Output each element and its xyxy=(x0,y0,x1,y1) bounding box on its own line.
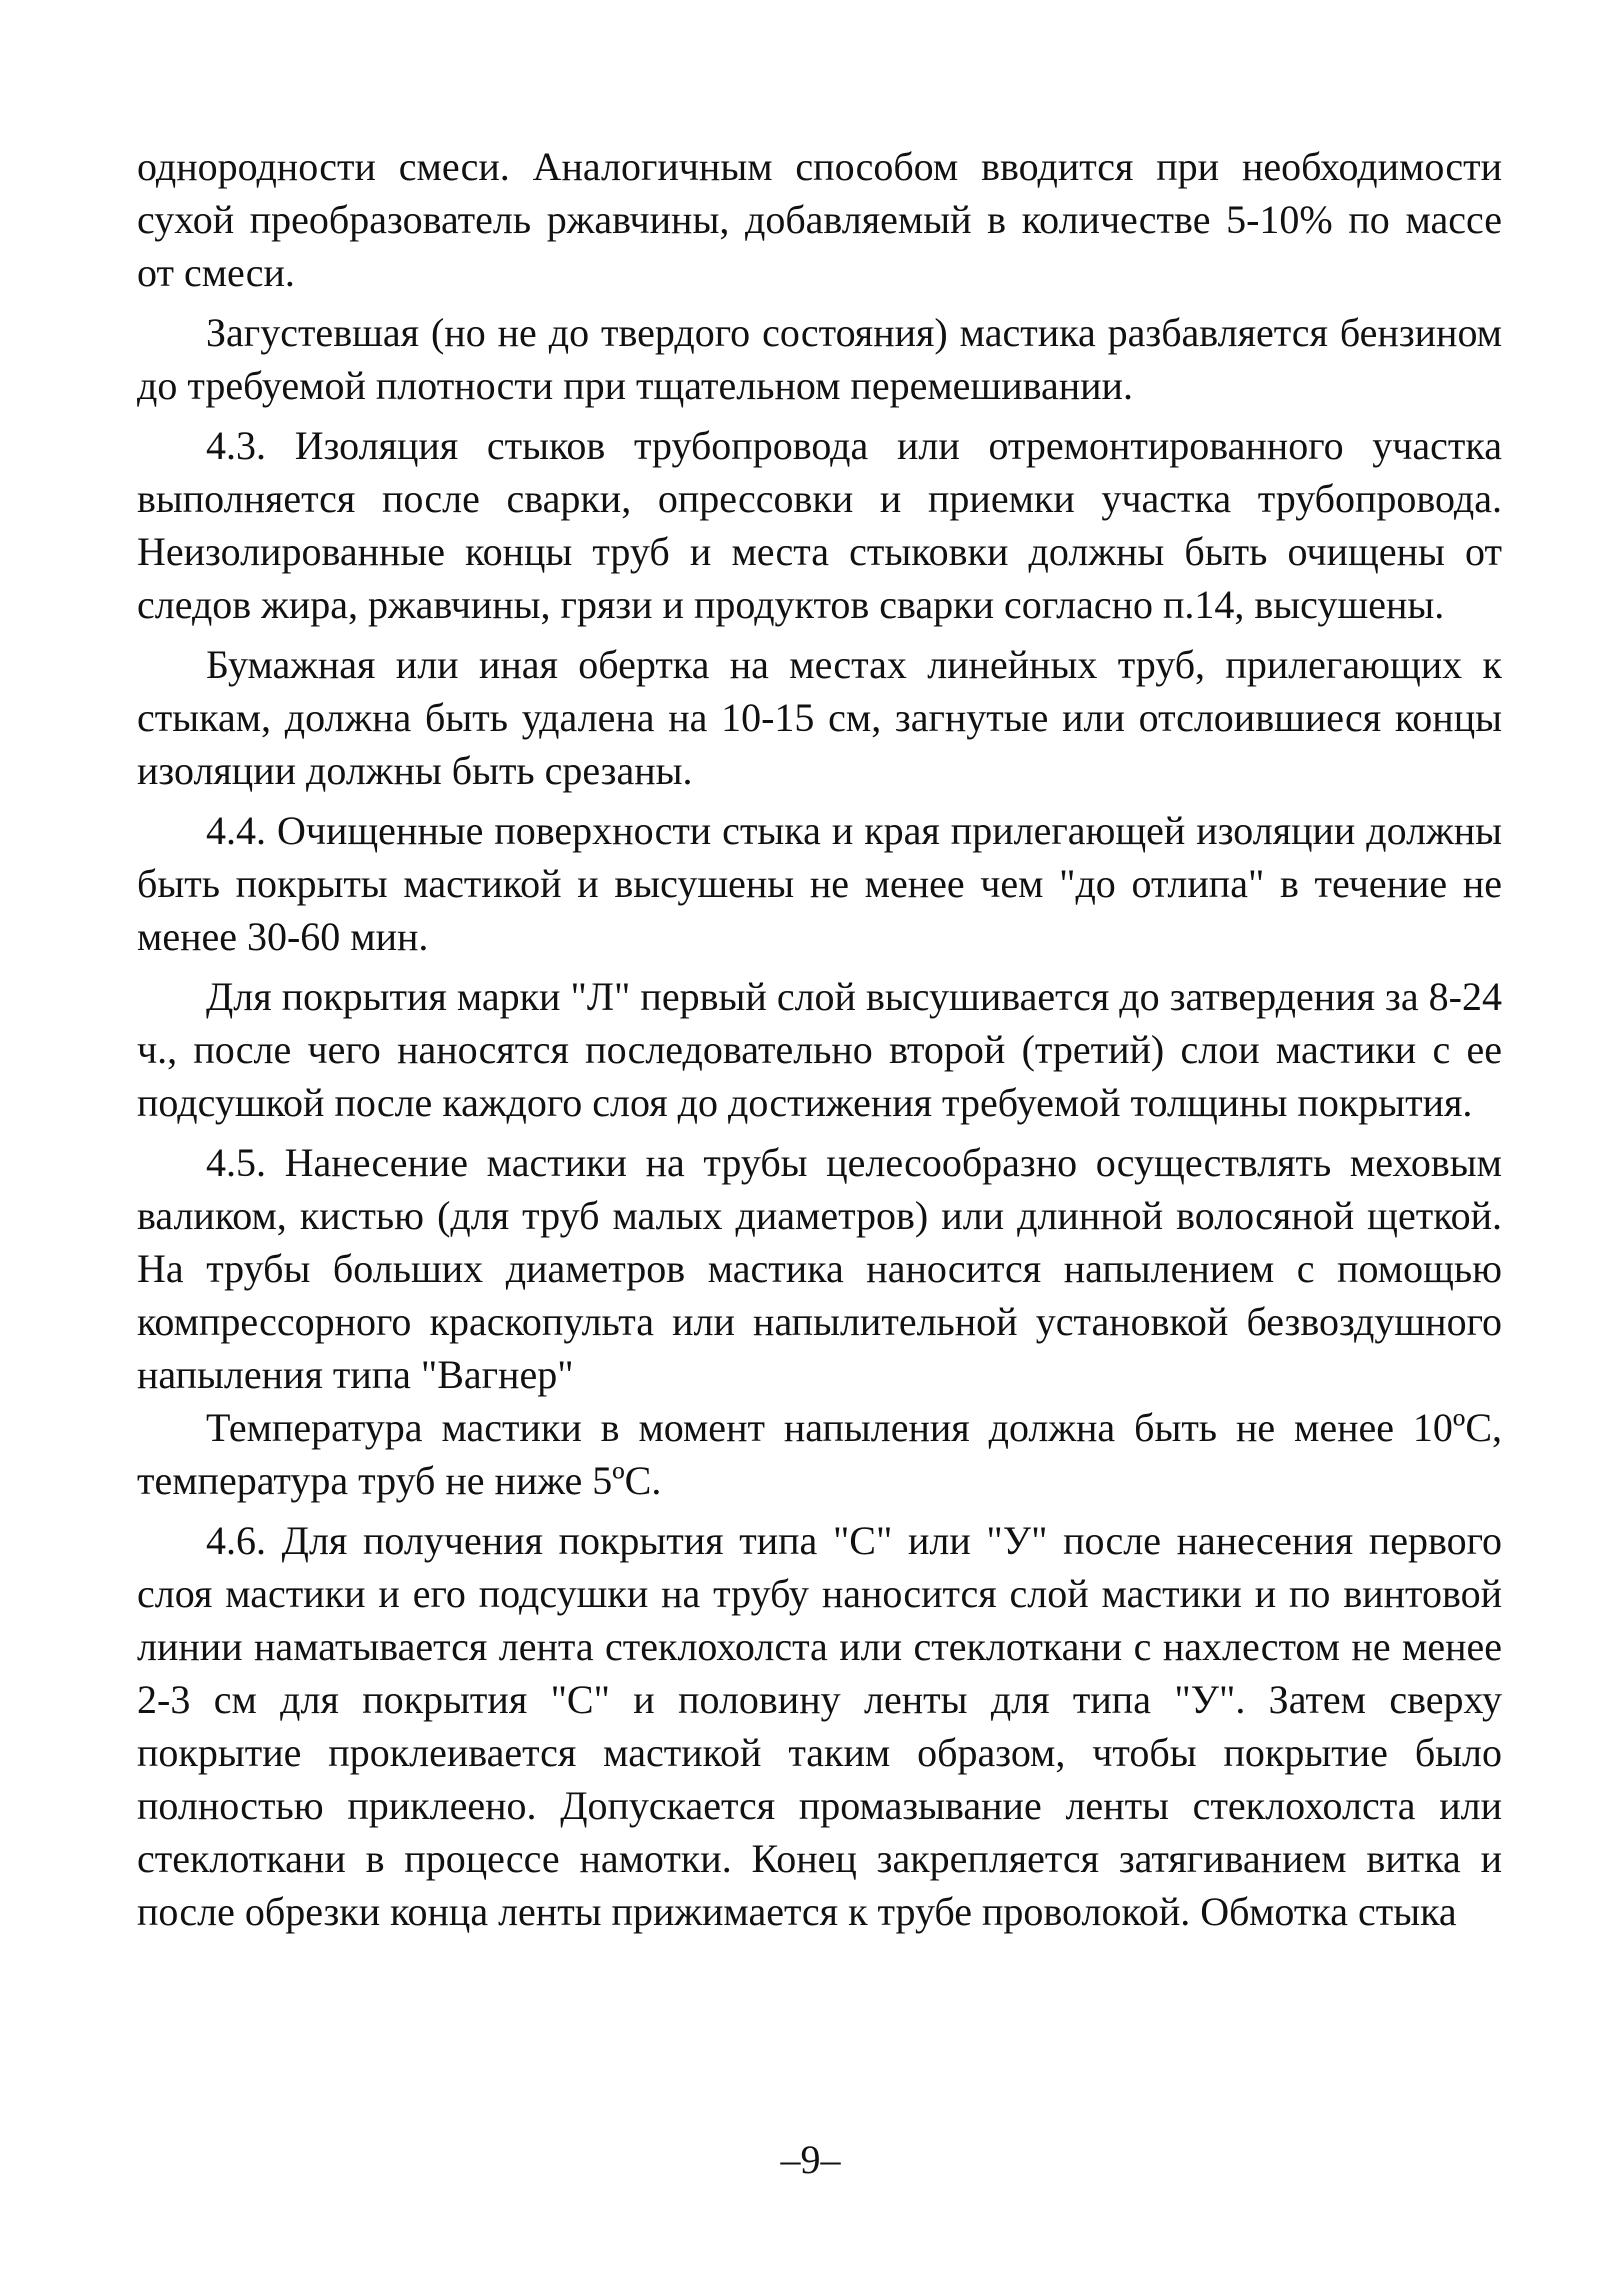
document-page xyxy=(137,140,1502,1938)
paragraph-4-4: 4.4. Очищенные поверхности стыка и края прилегающей изоляции должны быть покрыты мастикой и высушены не менее чем "до отлипа" в течение не менее 30-60 мин. xyxy=(137,808,1502,959)
paragraph-4-6: 4.6. Для получения покрытия типа "С" или "У" после нанесения первого слоя мастики и его подсушки на трубу наносится слой мастики и по винтовой линии наматывается лента стеклохолста или стеклоткани с нахлестом не менее 2-3 см для покрытия "С" и половину ленты для типа "У". Затем сверху покрытие проклеивается мастикой таким образом, чтобы покрытие было полностью приклеено. Допускается промазывание ленты стеклохолста или стеклоткани в процессе намотки. Конец закрепляется затягиванием витка и после обрезки конца ленты прижимается к трубе проволокой. Обмотка стыка xyxy=(137,1518,1502,1934)
page-number: –9– xyxy=(780,2137,841,2182)
paragraph-continuation: однородности смеси. Аналогичным способом вводится при необходимости сухой преобразователь ржавчины, добавляемый в количестве 5-10% по массе от смеси. xyxy=(137,144,1502,295)
paragraph-thinning: Загустевшая (но не до твердого состояния) мастика разбавляется бензином до требуемой плотности при тщательном перемешивании. xyxy=(137,310,1502,408)
paragraph-wrapping: Бумажная или иная обертка на местах линейных труб, прилегающих к стыкам, должна быть удалена на 10-15 см, загнутые или отслоившиеся концы изоляции должны быть срезаны. xyxy=(137,642,1502,793)
paragraph-4-3: 4.3. Изоляция стыков трубопровода или отремонтированного участка выполняется после сварки, опрессовки и приемки участка трубопровода. Неизолированные концы труб и места стыковки должны быть очищены от следов жира, ржавчины, грязи и продуктов сварки согласно п.14, высушены. xyxy=(137,423,1502,627)
paragraph-4-5: 4.5. Нанесение мастики на трубы целесообразно осуществлять меховым валиком, кистью (для труб малых диаметров) или длинной волосяной щеткой. На трубы больших диаметров мастика наносится напылением с помощью компрессорного краскопульта или напылительной установкой безвоздушного напыления типа "Вагнер" xyxy=(137,1140,1502,1397)
paragraph-coating-l: Для покрытия марки "Л" первый слой высушивается до затвердения за 8-24 ч., после чего наносятся последовательно второй (третий) слои мастики с ее подсушкой после каждого слоя до достижения требуемой толщины покрытия. xyxy=(137,974,1502,1125)
paragraph-temperature: Температура мастики в момент напыления должна быть не менее 10ºС, температура труб не ниже 5ºС. xyxy=(137,1405,1502,1503)
